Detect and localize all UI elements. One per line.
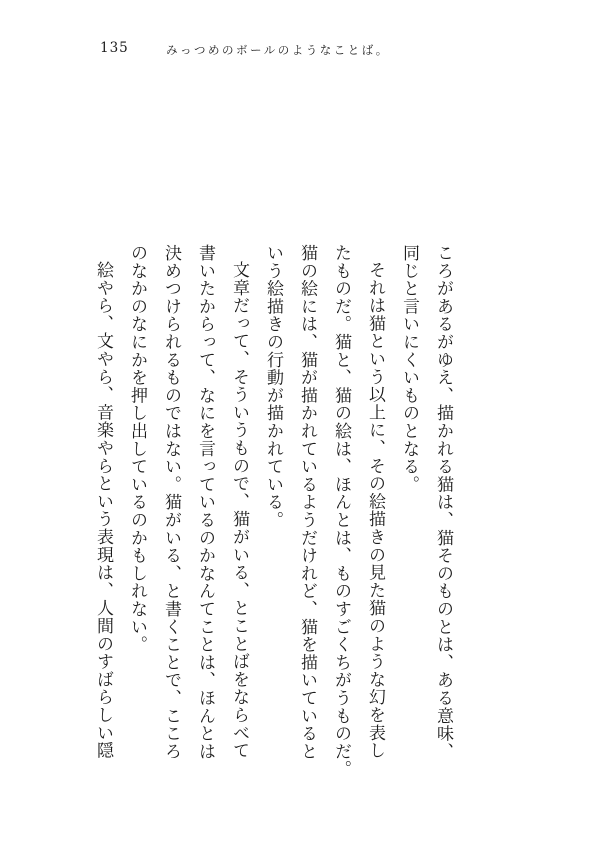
text-column-line: 書いたからって、なにを言っているのかなんてことは、ほんとは bbox=[195, 244, 215, 761]
text-column-line: 文章だって、そういうもので、猫がいる、とことばをならべて bbox=[229, 261, 249, 760]
text-column-line: たものだ。猫と、猫の絵は、ほんとは、ものすごくちがうものだ。 bbox=[331, 244, 351, 778]
text-column-line: ころがあるがゆえ、描かれる猫は、猫そのものとは、ある意味、 bbox=[433, 244, 453, 761]
text-column-line: 決めつけられるものではない。猫がいる、と書くことで、こころ bbox=[161, 244, 181, 761]
text-column-line: いう絵描きの行動が描かれている。 bbox=[263, 244, 283, 529]
text-column-line: 絵やら、文やら、音楽やらという表現は、人間のすばらしい隠 bbox=[93, 261, 113, 760]
page-header bbox=[0, 39, 600, 59]
text-column-line: 猫の絵には、猫が描かれているようだけれど、猫を描いていると bbox=[297, 244, 317, 761]
page-number: 135 bbox=[100, 40, 129, 56]
body-text bbox=[84, 244, 460, 796]
running-title: みっつめのボールのようなことば。 bbox=[166, 43, 390, 57]
text-column-line: 同じと言いにくいものとなる。 bbox=[399, 244, 419, 494]
text-column-line: それは猫という以上に、その絵描きの見た猫のような幻を表し bbox=[365, 261, 385, 760]
text-column-line: のなかのなにかを押し出しているのかもしれない。 bbox=[127, 244, 147, 654]
